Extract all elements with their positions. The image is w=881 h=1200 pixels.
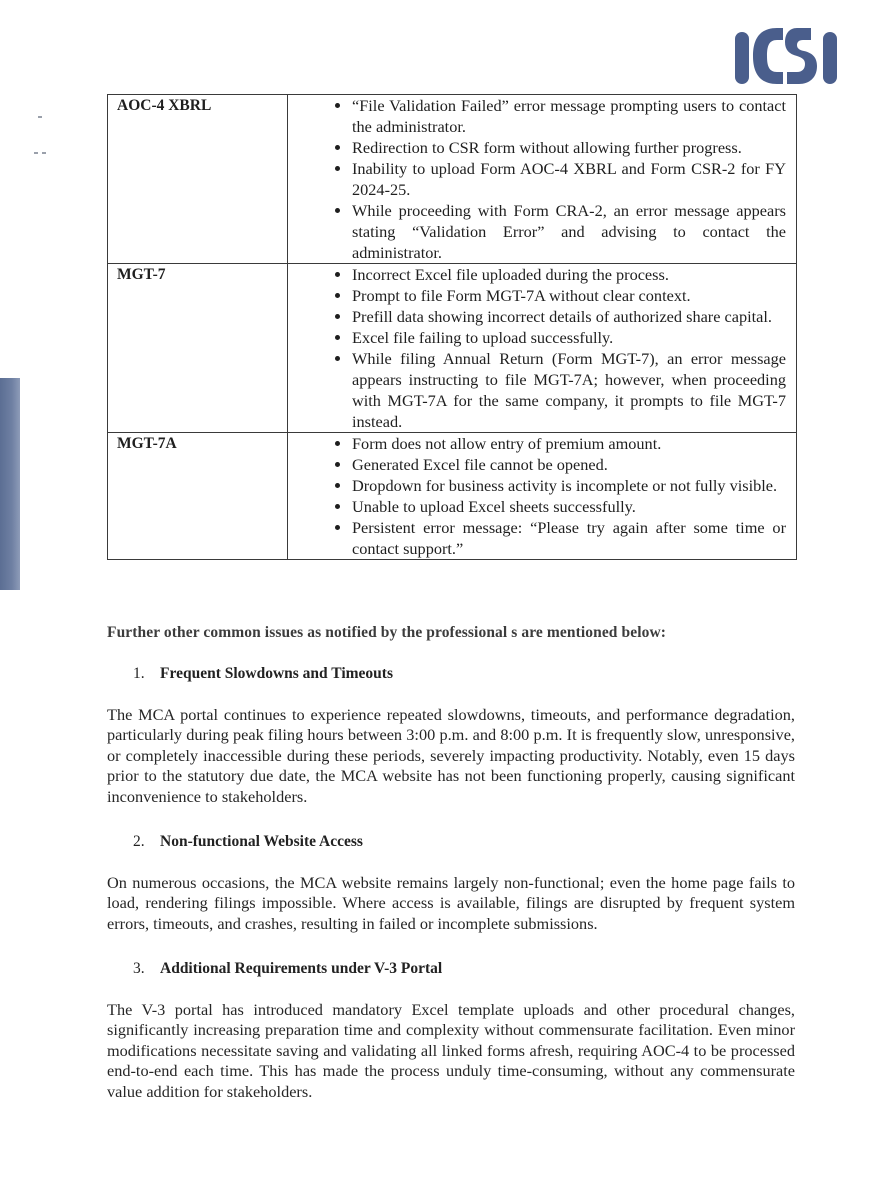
- issue-item: • Form does not allow entry of premium amount.: [352, 433, 786, 454]
- scan-speck: [38, 116, 42, 118]
- form-name-cell: AOC-4 XBRL: [108, 95, 288, 264]
- scan-edge-mark: [0, 378, 20, 590]
- issues-table-body: [108, 95, 797, 560]
- issue-item: • While proceeding with Form CRA-2, an error message appears stating “Validation Error” and advising to contact the administrator.: [352, 200, 786, 263]
- section-number: 3.: [133, 960, 145, 977]
- issue-item: • Prefill data showing incorrect details of authorized share capital.: [352, 306, 786, 327]
- issue-item: • Incorrect Excel file uploaded during the process.: [352, 264, 786, 285]
- issue-item: • Inability to upload Form AOC-4 XBRL and Form CSR-2 for FY 2024-25.: [352, 158, 786, 200]
- section-paragraph: The MCA portal continues to experience repeated slowdowns, timeouts, and performance degradation, particularly during peak filing hours between 3:00 p.m. and 8:00 p.m. It is frequently slow, unresponsive, or completely inaccessible during these periods, severely impacting productivity. Notably, even 15 days prior to the statutory due date, the MCA website has not been functioning properly, causing significant inconvenience to stakeholders.: [107, 705, 795, 806]
- section-title: Non-functional Website Access: [160, 833, 363, 850]
- issue-list-cell: [288, 433, 797, 560]
- issue-list: [288, 433, 786, 559]
- issue-list-cell: [288, 95, 797, 264]
- issue-item: • Prompt to file Form MGT-7A without clear context.: [352, 285, 786, 306]
- issue-item: • Redirection to CSR form without allowing further progress.: [352, 137, 786, 158]
- issue-item: • Generated Excel file cannot be opened.: [352, 454, 786, 475]
- issue-row: [108, 95, 797, 264]
- scan-speck: [34, 152, 38, 154]
- section-paragraph: The V-3 portal has introduced mandatory Excel template uploads and other procedural changes, significantly increasing preparation time and complexity without commensurate facilitation. Even minor modifications necessitate saving and validating all linked forms afresh, requiring AOC-4 to be processed end-to-end each time. This has made the process unduly time-consuming, without any commensurate value addition for stakeholders.: [107, 1000, 795, 1101]
- scan-speck: [42, 152, 46, 154]
- section-heading: [133, 959, 442, 979]
- issue-item: • “File Validation Failed” error message prompting users to contact the administrator.: [352, 95, 786, 137]
- form-name-cell: MGT-7A: [108, 433, 288, 560]
- issue-list-cell: [288, 264, 797, 433]
- issue-row: [108, 264, 797, 433]
- section-title: Additional Requirements under V-3 Portal: [160, 960, 443, 977]
- issue-item: • Dropdown for business activity is incomplete or not fully visible.: [352, 475, 786, 496]
- common-issues-intro: Further other common issues as notified by the professional s are mentioned below:: [107, 624, 667, 641]
- icsi-logo: [733, 22, 845, 88]
- issue-list: [288, 95, 786, 263]
- issue-item: • Persistent error message: “Please try again after some time or contact support.”: [352, 517, 786, 559]
- issue-item: • While filing Annual Return (Form MGT-7), an error message appears instructing to file MGT-7A; however, when proceeding with MGT-7A for the same company, it prompts to file MGT-7 instead.: [352, 348, 786, 432]
- issue-list: [288, 264, 786, 432]
- section-number: 2.: [133, 833, 145, 850]
- issue-item: • Unable to upload Excel sheets successfully.: [352, 496, 786, 517]
- section-paragraph: On numerous occasions, the MCA website remains largely non-functional; even the home page fails to load, rendering filings impossible. Where access is available, filings are disrupted by frequent system errors, timeouts, and crashes, resulting in failed or incomplete submissions.: [107, 873, 795, 933]
- section-heading: [133, 832, 363, 852]
- form-name-cell: MGT-7: [108, 264, 288, 433]
- section-number: 1.: [133, 665, 145, 682]
- section-title: Frequent Slowdowns and Timeouts: [160, 665, 393, 682]
- issue-row: [108, 433, 797, 560]
- issues-table: [107, 94, 797, 560]
- section-heading: [133, 664, 393, 684]
- issue-item: • Excel file failing to upload successfully.: [352, 327, 786, 348]
